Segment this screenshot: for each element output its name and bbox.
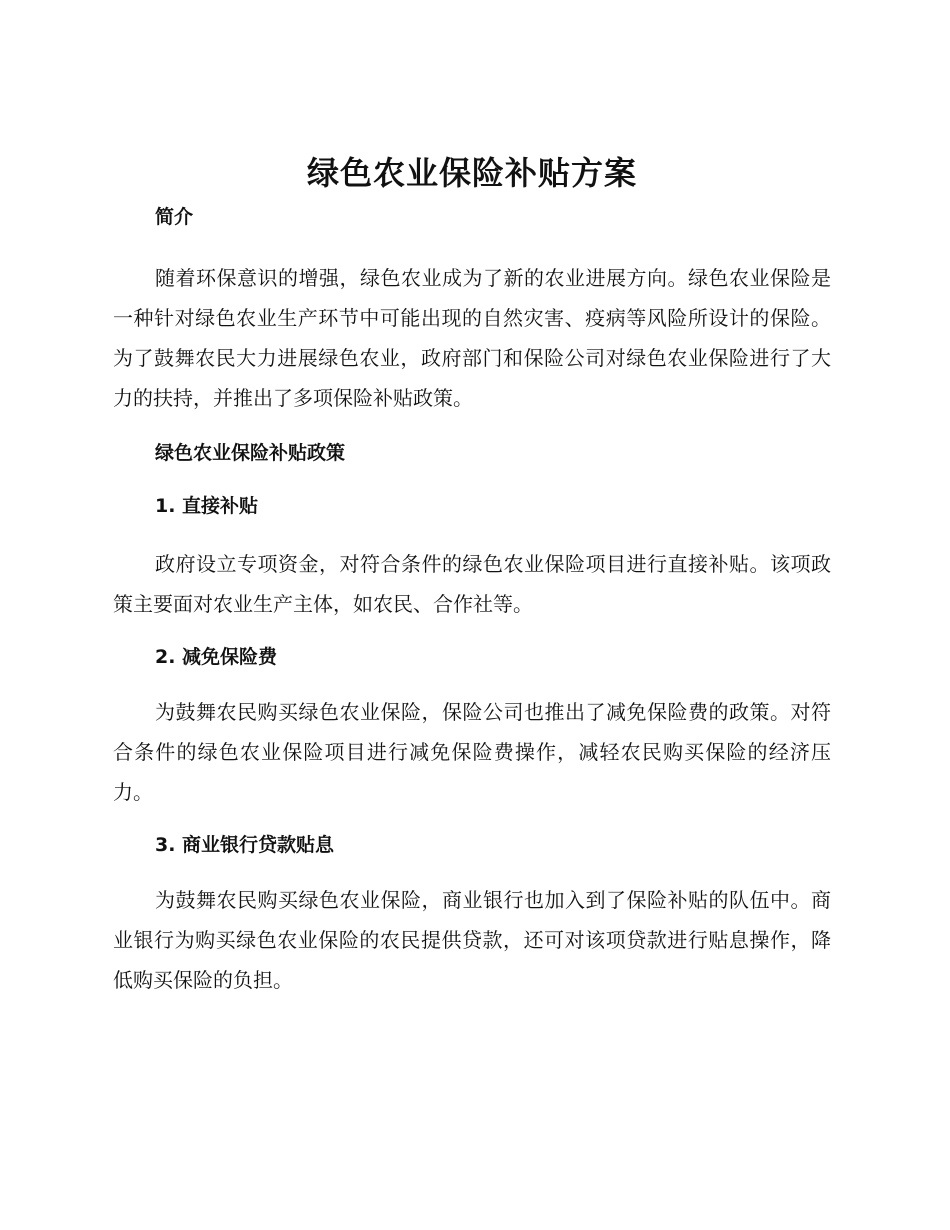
intro-heading: 简介 bbox=[155, 206, 194, 228]
direct-subsidy-heading: 1. 直接补贴 bbox=[155, 495, 259, 517]
premium-reduction-heading: 2. 减免保险费 bbox=[155, 646, 278, 668]
direct-subsidy-paragraph: 政府设立专项资金，对符合条件的绿色农业保险项目进行直接补贴。该项政策主要面对农业生产主体，如农民、合作社等。 bbox=[113, 552, 831, 616]
loan-interest-subsidy-heading: 3. 商业银行贷款贴息 bbox=[155, 834, 335, 856]
loan-interest-subsidy-paragraph: 为鼓舞农民购买绿色农业保险，商业银行也加入到了保险补贴的队伍中。商业银行为购买绿色农业保险的农民提供贷款，还可对该项贷款进行贴息操作，降低购买保险的负担。 bbox=[113, 888, 831, 992]
policy-heading: 绿色农业保险补贴政策 bbox=[155, 442, 346, 464]
intro-paragraph: 随着环保意识的增强，绿色农业成为了新的农业进展方向。绿色农业保险是一种针对绿色农业生产环节中可能出现的自然灾害、疫病等风险所设计的保险。为了鼓舞农民大力进展绿色农业，政府部门和保险公司对绿色农业保险进行了大力的扶持，并推出了多项保险补贴政策。 bbox=[113, 266, 831, 410]
document-title: 绿色农业保险补贴方案 bbox=[306, 154, 637, 192]
document-page bbox=[113, 150, 831, 1000]
premium-reduction-paragraph: 为鼓舞农民购买绿色农业保险，保险公司也推出了减免保险费的政策。对符合条件的绿色农业保险项目进行减免保险费操作，减轻农民购买保险的经济压力。 bbox=[113, 700, 831, 804]
